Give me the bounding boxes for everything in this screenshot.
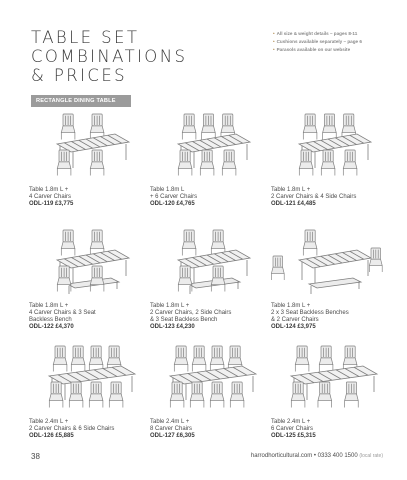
table-set-image <box>150 110 265 184</box>
table-set-image <box>29 342 144 416</box>
contact-info[interactable] <box>251 453 383 459</box>
product-line-2: 2 Carver Chairs, 2 Side Chairs <box>150 310 232 317</box>
product-card[interactable] <box>29 342 144 440</box>
product-line-1: Table 1.8m L + <box>29 303 69 309</box>
product-card[interactable] <box>29 110 144 208</box>
product-code-price: ODL-119 £3,775 <box>29 201 74 208</box>
chair-icon <box>200 150 214 176</box>
product-code-price: ODL-120 £4,765 <box>150 201 195 208</box>
product-code-price: ODL-122 £4,370 <box>29 324 74 331</box>
table-set-image <box>29 226 144 300</box>
title-line-3: & PRICES <box>31 66 128 85</box>
chair-icon <box>61 114 75 140</box>
product-code-price: ODL-124 £3,975 <box>271 324 316 331</box>
chair-icon <box>222 150 236 176</box>
product-line-2: 8 Carver Chairs <box>150 426 193 433</box>
product-code-price: ODL-126 £5,885 <box>29 433 74 440</box>
chair-icon <box>230 382 244 408</box>
note-item <box>273 30 405 38</box>
note-text: Cushions available separately – page 6 <box>276 39 362 45</box>
bullet-icon: • <box>273 39 275 45</box>
product-line-2: 4 Carver Chairs <box>29 194 72 201</box>
table-set-image <box>150 226 265 300</box>
chair-icon <box>89 346 103 372</box>
product-line-1: Table 1.8m L + <box>150 303 190 309</box>
product-line-1: Table 2.4m L + <box>150 419 190 425</box>
product-description <box>29 187 144 208</box>
chair-icon <box>90 266 104 292</box>
page-number: 38 <box>31 452 40 461</box>
chair-icon <box>321 150 335 176</box>
note-item <box>273 46 405 54</box>
chair-icon <box>190 382 204 408</box>
chair-icon <box>211 230 225 256</box>
product-description <box>29 303 144 331</box>
product-line-2: 6 Carver Chairs <box>271 426 314 433</box>
chair-icon <box>343 150 357 176</box>
chair-icon <box>90 114 104 140</box>
chair-icon <box>291 382 305 408</box>
table-set-image <box>29 110 144 184</box>
product-card[interactable] <box>150 342 265 440</box>
product-line-2: 2 Carver Chairs & 4 Side Chairs <box>271 194 357 201</box>
product-line-2: 2 x 3 Seat Backless Benches <box>271 310 349 317</box>
product-line-1: Table 1.8m L + <box>29 187 69 193</box>
chair-icon <box>192 346 206 372</box>
product-card[interactable] <box>271 226 386 331</box>
product-code-price: ODL-123 £4,230 <box>150 324 195 331</box>
chair-icon <box>303 114 317 140</box>
chair-icon <box>369 248 382 272</box>
product-card[interactable] <box>271 342 386 440</box>
title-line-2: COMBINATIONS <box>31 47 188 66</box>
chair-icon <box>89 382 103 408</box>
product-description <box>150 419 265 440</box>
product-line-3: Backless Bench <box>29 317 72 324</box>
chair-icon <box>345 382 359 408</box>
chair-icon <box>303 230 317 256</box>
bullet-icon: • <box>273 47 275 53</box>
table-set-image <box>150 342 265 416</box>
table-set-image <box>271 226 386 300</box>
rate-note: (local rate) <box>359 453 383 459</box>
contact-text: harrodhorticultural.com • 0333 400 1500 <box>250 453 358 459</box>
chair-icon <box>57 150 71 176</box>
product-description <box>271 187 386 208</box>
chair-icon <box>53 346 67 372</box>
note-text: All size & weight details – pages 8-11 <box>276 31 358 36</box>
product-card[interactable] <box>150 110 265 208</box>
product-code-price: ODL-127 £6,305 <box>150 433 195 440</box>
product-line-1: Table 2.4m L + <box>271 419 311 425</box>
chair-icon <box>211 266 225 292</box>
chair-icon <box>271 256 284 280</box>
chair-icon <box>319 346 333 372</box>
product-line-3: & 2 Carver Chairs <box>271 317 319 324</box>
table-icon <box>299 250 371 284</box>
chair-icon <box>109 382 123 408</box>
product-line-2: + 6 Carver Chairs <box>150 194 198 201</box>
product-line-1: Table 1.8m L + <box>271 187 311 193</box>
chair-icon <box>323 114 337 140</box>
table-set-image <box>271 342 386 416</box>
chair-icon <box>71 346 85 372</box>
product-description <box>150 303 265 331</box>
product-line-1: Table 1.8m L <box>150 187 185 193</box>
product-code-price: ODL-125 £5,315 <box>271 433 316 440</box>
title-line-1: TABLE SET <box>31 28 140 47</box>
note-text: Parasols available on our website <box>276 47 351 53</box>
page-footer <box>31 452 383 464</box>
table-icon <box>291 366 377 400</box>
info-notes <box>273 30 405 55</box>
section-tag: RECTANGLE DINING TABLE <box>31 95 131 107</box>
table-set-image <box>271 110 386 184</box>
chair-icon <box>170 382 184 408</box>
product-description <box>29 419 144 440</box>
chair-icon <box>90 150 104 176</box>
chair-icon <box>182 114 196 140</box>
chair-icon <box>202 114 216 140</box>
chair-icon <box>210 382 224 408</box>
chair-icon <box>90 230 104 256</box>
product-line-2: 2 Carver Chairs & 6 Side Chairs <box>29 426 115 433</box>
product-description <box>271 419 386 440</box>
product-card[interactable] <box>150 226 265 331</box>
chair-icon <box>178 150 192 176</box>
chair-icon <box>182 230 196 256</box>
product-card[interactable] <box>271 110 386 208</box>
chair-icon <box>295 346 309 372</box>
chair-icon <box>174 346 188 372</box>
chair-icon <box>299 150 313 176</box>
product-line-2: 4 Carver Chairs & 3 Seat <box>29 310 96 317</box>
chair-icon <box>210 346 224 372</box>
product-line-1: Table 2.4m L + <box>29 419 69 425</box>
product-line-1: Table 1.8m L + <box>271 303 311 309</box>
product-code-price: ODL-121 £4,485 <box>271 201 316 208</box>
chair-icon <box>61 230 75 256</box>
bullet-icon: • <box>273 31 275 36</box>
page-title <box>31 28 251 85</box>
product-description <box>150 187 265 208</box>
chair-icon <box>318 382 332 408</box>
chair-icon <box>69 382 83 408</box>
product-description <box>271 303 386 331</box>
product-card[interactable] <box>29 226 144 331</box>
note-item <box>273 38 405 46</box>
bench-icon <box>309 278 361 294</box>
product-line-3: & 3 Seat Backless Bench <box>150 317 218 324</box>
chair-icon <box>49 382 63 408</box>
